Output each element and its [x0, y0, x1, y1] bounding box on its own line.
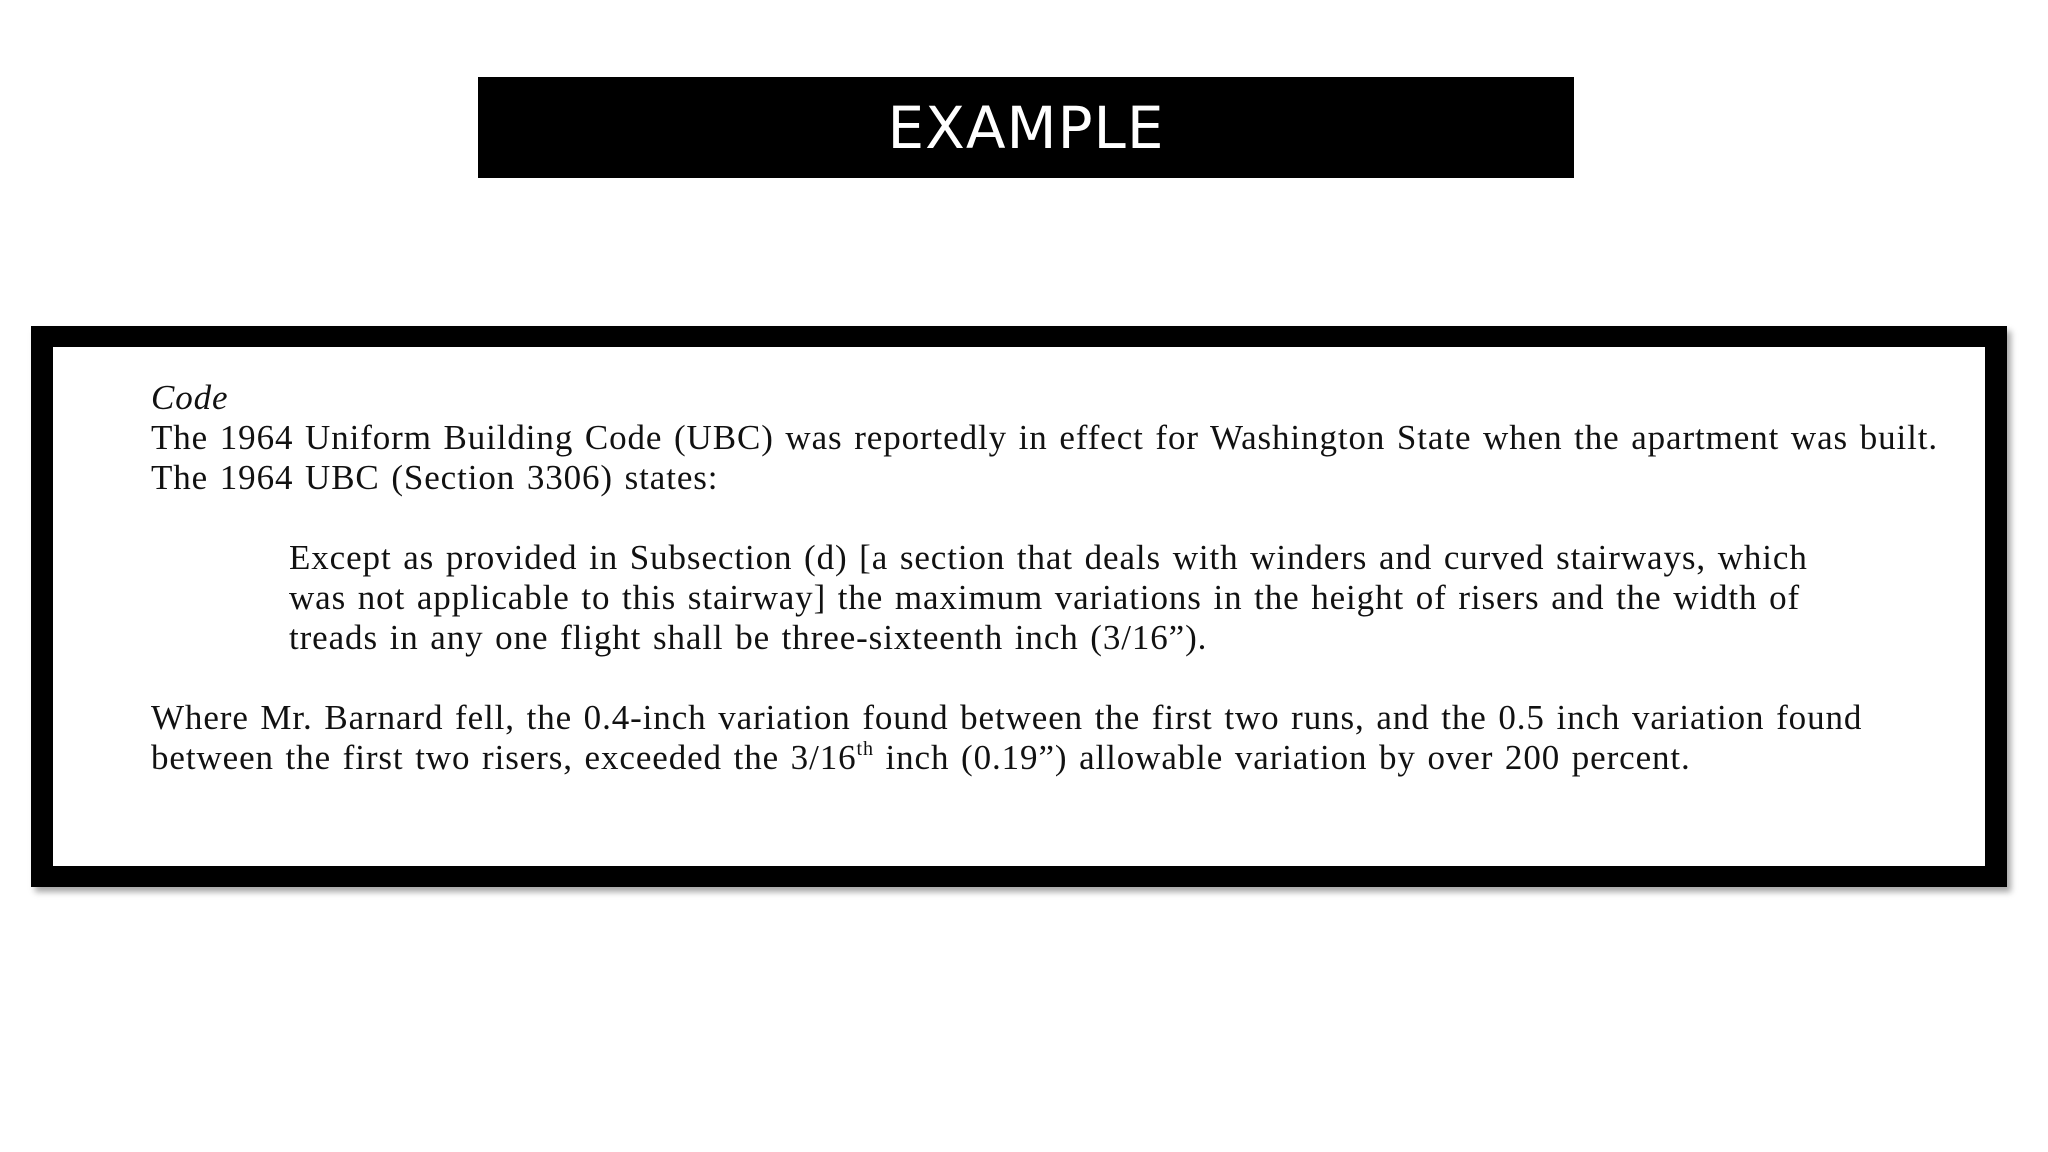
intro-paragraph: The 1964 Uniform Building Code (UBC) was reportedly in effect for Washington State when the apartment was built. The 1964 UBC (Section 3306) states: [151, 418, 1939, 497]
title-banner [478, 77, 1574, 178]
document-excerpt [53, 347, 1985, 866]
ordinal-superscript: th [856, 738, 874, 760]
slide-title: EXAMPLE [887, 93, 1165, 162]
section-heading: Code [151, 378, 229, 417]
document-text [151, 378, 1991, 778]
conclusion-paragraph [151, 698, 1991, 778]
document-excerpt-frame [31, 326, 2007, 887]
code-quote: Except as provided in Subsection (d) [a section that deals with winders and curved stairways, which was not applicable to this stairway] the maximum variations in the height of risers and the width of treads in any one flight shall be three-sixteenth inch (3/16”). [289, 538, 1808, 657]
conclusion-text-start: Where Mr. Barnard fell, the 0.4-inch variation found between the first two runs, and the 0.5 inch variation found between the first two risers, exceeded the 3/16 [151, 698, 1863, 777]
conclusion-text-end: inch (0.19”) allowable variation by over 200 percent. [873, 738, 1691, 777]
